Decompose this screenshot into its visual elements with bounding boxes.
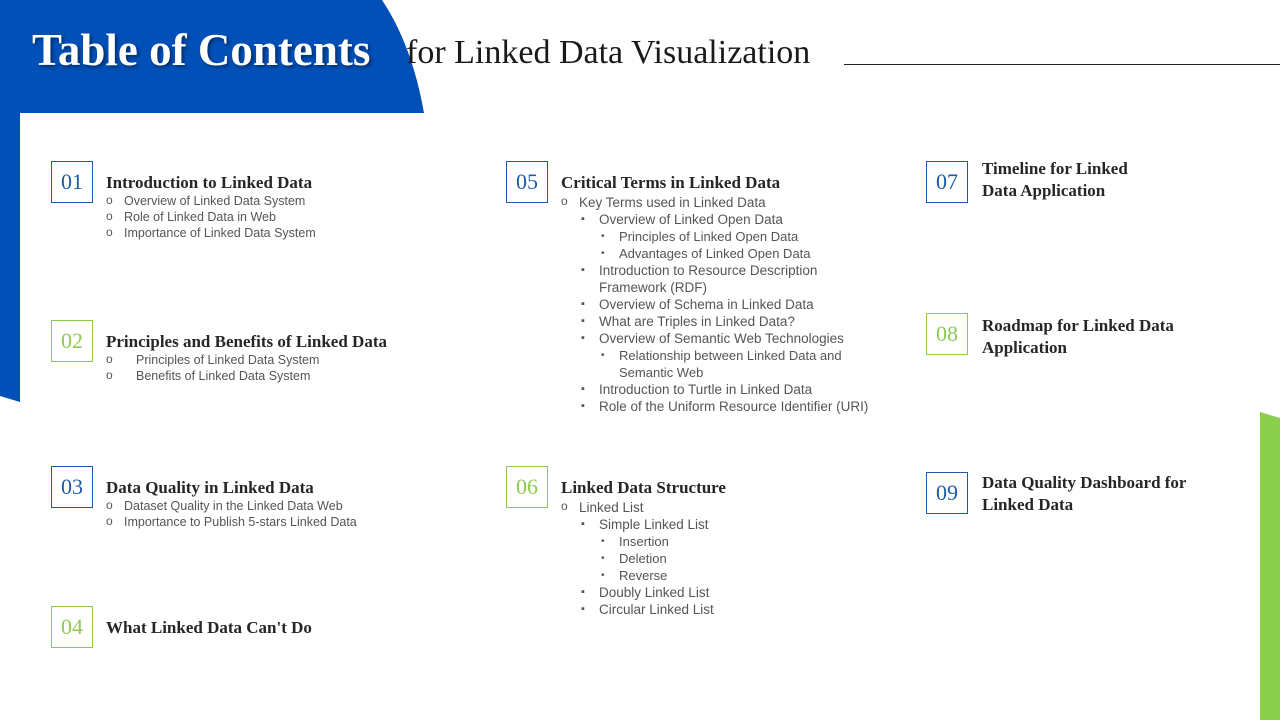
section-items-03 <box>106 498 357 530</box>
section-title-06[interactable]: Linked Data Structure <box>561 478 726 497</box>
list-item: • Deletion <box>561 550 714 567</box>
list-item: • Principles of Linked Open Data <box>561 228 868 245</box>
list-item: o Importance to Publish 5-stars Linked Data <box>106 514 357 530</box>
list-item: ▪ Circular Linked List <box>561 601 714 618</box>
section-title-04[interactable]: What Linked Data Can't Do <box>106 618 312 637</box>
list-item: o Overview of Linked Data System <box>106 193 316 209</box>
list-item: • Advantages of Linked Open Data <box>561 245 868 262</box>
section-title-02[interactable]: Principles and Benefits of Linked Data <box>106 332 387 351</box>
section-number-02: 02 <box>51 320 93 362</box>
list-item: • Reverse <box>561 567 714 584</box>
section-title-line: Data Application <box>982 181 1106 200</box>
page-number: 3 <box>1254 696 1260 706</box>
title-underline <box>844 64 1280 65</box>
section-items-06 <box>561 499 714 618</box>
section-number-09: 09 <box>926 472 968 514</box>
section-title-line: Roadmap for Linked Data <box>982 316 1174 335</box>
section-title-03[interactable]: Data Quality in Linked Data <box>106 478 314 497</box>
section-title-01[interactable]: Introduction to Linked Data <box>106 173 313 192</box>
list-item: ▪ Introduction to Turtle in Linked Data <box>561 381 868 398</box>
section-number-05: 05 <box>506 161 548 203</box>
list-item: o Role of Linked Data in Web <box>106 209 316 225</box>
list-item: o Importance of Linked Data System <box>106 225 316 241</box>
list-item: ▪ What are Triples in Linked Data? <box>561 313 868 330</box>
section-title-05[interactable]: Critical Terms in Linked Data <box>561 173 781 192</box>
section-items-05 <box>561 194 868 415</box>
list-item: ▪ Overview of Linked Open Data <box>561 211 868 228</box>
list-item: ▪ Simple Linked List <box>561 516 714 533</box>
section-number-07: 07 <box>926 161 968 203</box>
page-title: Table of Contents <box>32 25 371 75</box>
section-title-line: Data Quality Dashboard for <box>982 473 1187 492</box>
section-number-04: 04 <box>51 606 93 648</box>
list-item-continuation: Semantic Web <box>619 365 704 380</box>
list-item: o Benefits of Linked Data System <box>106 368 319 384</box>
page-subtitle: for Linked Data Visualization <box>406 34 811 71</box>
section-title-line: Timeline for Linked <box>982 159 1128 178</box>
list-item: o Dataset Quality in the Linked Data Web <box>106 498 357 514</box>
section-title-line: Application <box>982 338 1068 357</box>
section-number-06: 06 <box>506 466 548 508</box>
section-title-09[interactable] <box>982 472 1186 516</box>
list-item: ▪ Introduction to Resource Description <box>561 262 868 279</box>
list-item: ▪ Overview of Semantic Web Technologies <box>561 330 868 347</box>
list-item: o Principles of Linked Data System <box>106 352 319 368</box>
list-item: • Insertion <box>561 533 714 550</box>
list-item: o Key Terms used in Linked Data <box>561 194 868 211</box>
section-title-07[interactable] <box>982 158 1128 202</box>
list-item: • Relationship between Linked Data and <box>561 347 868 364</box>
section-number-01: 01 <box>51 161 93 203</box>
list-item: ▪ Role of the Uniform Resource Identifier (URI) <box>561 398 868 415</box>
section-items-02 <box>106 352 319 384</box>
section-title-line: Linked Data <box>982 495 1074 514</box>
list-item-continuation: Framework (RDF) <box>599 280 707 295</box>
list-item: ▪ Overview of Schema in Linked Data <box>561 296 868 313</box>
section-items-01 <box>106 193 316 241</box>
section-number-03: 03 <box>51 466 93 508</box>
list-item: ▪ Doubly Linked List <box>561 584 714 601</box>
section-number-08: 08 <box>926 313 968 355</box>
list-item: o Linked List <box>561 499 714 516</box>
section-title-08[interactable] <box>982 315 1174 359</box>
